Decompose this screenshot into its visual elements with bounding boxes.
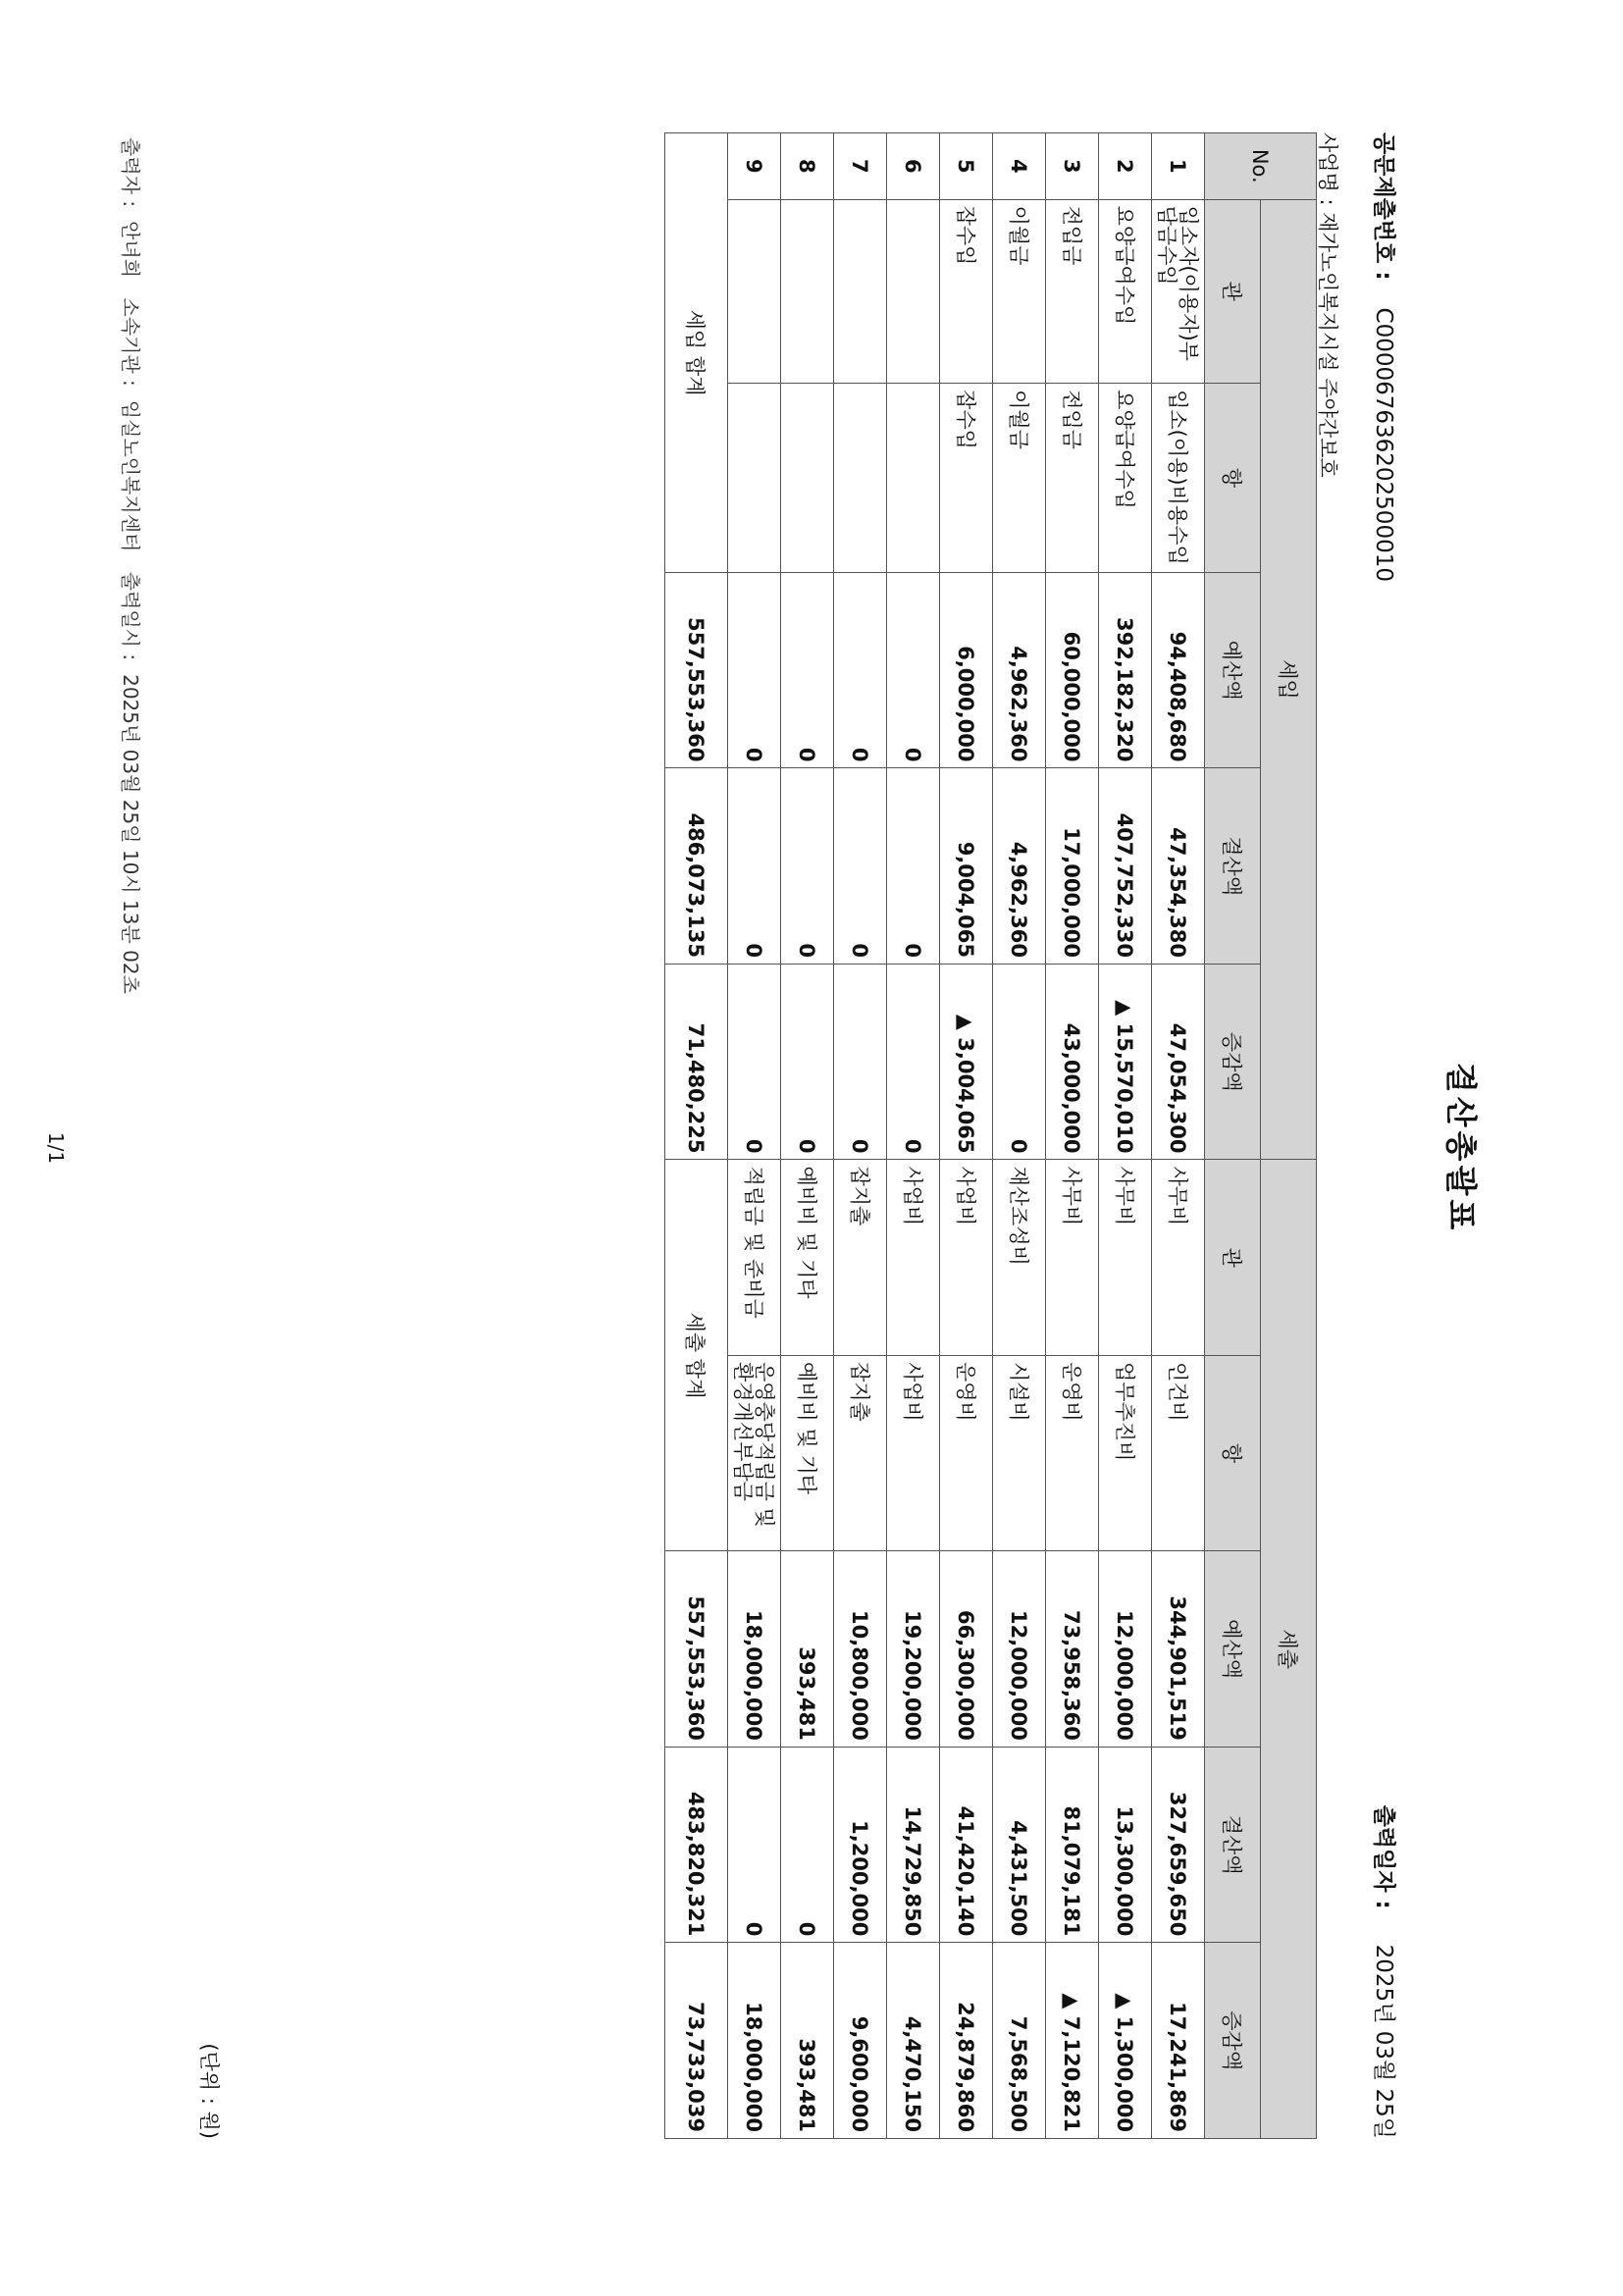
income-budget: 60,000,000 xyxy=(1046,573,1099,768)
expense-hang: 예비비 및 기타 xyxy=(781,1355,834,1550)
expense-hang: 사업비 xyxy=(887,1355,940,1550)
income-budget: 0 xyxy=(834,573,887,768)
table-row xyxy=(1099,133,1152,2139)
expense-gwan: 재산조성비 xyxy=(993,1160,1046,1355)
header-income-budget: 예산액 xyxy=(1205,573,1261,768)
income-budget: 392,182,320 xyxy=(1099,573,1152,768)
row-no: 4 xyxy=(993,133,1046,200)
print-time-label: 출력일시 : xyxy=(119,571,142,661)
row-no: 3 xyxy=(1046,133,1099,200)
output-date-value: 2025년 03월 25일 xyxy=(1371,1944,1396,2139)
doc-number-label: 공문제출번호 : xyxy=(1371,132,1396,281)
expense-gwan: 사무비 xyxy=(1152,1160,1205,1355)
expense-diff: 7,568,500 xyxy=(993,1943,1046,2139)
expense-hang: 운영비 xyxy=(1046,1355,1099,1550)
row-no: 5 xyxy=(940,133,993,200)
income-hang xyxy=(834,384,887,573)
income-diff: 0 xyxy=(834,964,887,1160)
output-date-label: 출력일자 : xyxy=(1371,1804,1396,1909)
page-number: 1/1 xyxy=(44,1131,68,1165)
income-hang xyxy=(887,384,940,573)
document-title: 결산총괄표 xyxy=(1442,1062,1480,1234)
expense-diff: 17,241,869 xyxy=(1152,1943,1205,2139)
expense-gwan: 사업비 xyxy=(887,1160,940,1355)
expense-gwan: 사업비 xyxy=(940,1160,993,1355)
income-diff: 43,000,000 xyxy=(1046,964,1099,1160)
doc-number-value: C000067636202500010 xyxy=(1371,307,1396,582)
printer-name: 안녀희 xyxy=(119,221,142,279)
header-income-hang: 항 xyxy=(1205,384,1261,573)
income-budget: 6,000,000 xyxy=(940,573,993,768)
income-settled: 0 xyxy=(728,768,781,964)
print-time: 2025년 03월 25일 10시 13분 02초 xyxy=(119,674,142,994)
income-gwan: 요양급여수입 xyxy=(1099,199,1152,383)
income-budget: 4,962,360 xyxy=(993,573,1046,768)
expense-hang: 운영충당적립금 및 환경개선부담금 xyxy=(728,1355,781,1550)
expense-diff: ▲ 7,120,821 xyxy=(1046,1943,1099,2139)
header-expense-settled: 결산액 xyxy=(1205,1747,1261,1942)
expense-gwan: 예비비 및 기타 xyxy=(781,1160,834,1355)
header-expense-budget: 예산액 xyxy=(1205,1551,1261,1747)
doc-number xyxy=(1370,132,1402,582)
income-diff: 0 xyxy=(993,964,1046,1160)
income-total-label: 세입 합계 xyxy=(665,133,728,573)
income-diff: 0 xyxy=(728,964,781,1160)
settlement-table xyxy=(664,132,1317,2139)
header-income: 세입 xyxy=(1261,199,1317,1160)
expense-budget: 10,800,000 xyxy=(834,1551,887,1747)
income-budget: 94,408,680 xyxy=(1152,573,1205,768)
income-total-budget: 557,553,360 xyxy=(665,573,728,768)
table-row xyxy=(834,133,887,2139)
totals-row xyxy=(665,133,728,2139)
expense-budget: 12,000,000 xyxy=(1099,1551,1152,1747)
income-budget: 0 xyxy=(728,573,781,768)
income-gwan: 이월금 xyxy=(993,199,1046,383)
income-gwan xyxy=(781,199,834,383)
row-no: 7 xyxy=(834,133,887,200)
expense-budget: 344,901,519 xyxy=(1152,1551,1205,1747)
expense-total-label: 세출 합계 xyxy=(665,1160,728,1551)
income-settled: 47,354,380 xyxy=(1152,768,1205,964)
table-row xyxy=(993,133,1046,2139)
expense-diff: 393,481 xyxy=(781,1943,834,2139)
unit-note: (단위 : 원) xyxy=(197,2043,221,2139)
income-settled: 17,000,000 xyxy=(1046,768,1099,964)
expense-hang: 운영비 xyxy=(940,1355,993,1550)
income-gwan xyxy=(728,199,781,383)
expense-diff: 24,879,860 xyxy=(940,1943,993,2139)
row-no: 2 xyxy=(1099,133,1152,200)
print-footer xyxy=(118,137,146,1008)
income-settled: 0 xyxy=(887,768,940,964)
row-no: 6 xyxy=(887,133,940,200)
table-row xyxy=(887,133,940,2139)
expense-budget: 19,200,000 xyxy=(887,1551,940,1747)
income-settled: 4,962,360 xyxy=(993,768,1046,964)
income-diff: ▲ 15,570,010 xyxy=(1099,964,1152,1160)
expense-settled: 81,079,181 xyxy=(1046,1747,1099,1942)
income-hang xyxy=(728,384,781,573)
expense-settled: 0 xyxy=(781,1747,834,1942)
income-gwan: 잡수입 xyxy=(940,199,993,383)
table-row xyxy=(1152,133,1205,2139)
header-income-diff: 증감액 xyxy=(1205,964,1261,1160)
expense-gwan: 잡지출 xyxy=(834,1160,887,1355)
printer-label: 출력자 : xyxy=(119,137,142,208)
expense-gwan: 사무비 xyxy=(1046,1160,1099,1355)
income-settled: 9,004,065 xyxy=(940,768,993,964)
expense-settled: 13,300,000 xyxy=(1099,1747,1152,1942)
expense-settled: 4,431,500 xyxy=(993,1747,1046,1942)
header-income-settled: 결산액 xyxy=(1205,768,1261,964)
expense-budget: 12,000,000 xyxy=(993,1551,1046,1747)
expense-total-budget: 557,553,360 xyxy=(665,1551,728,1747)
income-diff: ▲ 3,004,065 xyxy=(940,964,993,1160)
expense-diff: 18,000,000 xyxy=(728,1943,781,2139)
expense-diff: ▲ 1,300,000 xyxy=(1099,1943,1152,2139)
income-hang: 전입금 xyxy=(1046,384,1099,573)
expense-gwan: 사무비 xyxy=(1099,1160,1152,1355)
income-hang: 입소(이용)비용수입 xyxy=(1152,384,1205,573)
header-expense: 세출 xyxy=(1261,1160,1317,2139)
expense-hang: 시설비 xyxy=(993,1355,1046,1550)
header-no: No. xyxy=(1205,133,1317,200)
income-budget: 0 xyxy=(887,573,940,768)
agency-label: 소속기관 : xyxy=(119,297,142,387)
expense-total-settled: 483,820,321 xyxy=(665,1747,728,1942)
income-diff: 47,054,300 xyxy=(1152,964,1205,1160)
output-date xyxy=(1370,1805,1402,2139)
table-row xyxy=(940,133,993,2139)
income-total-diff: 71,480,225 xyxy=(665,964,728,1160)
row-no: 9 xyxy=(728,133,781,200)
row-no: 1 xyxy=(1152,133,1205,200)
agency-name: 임실노인복지센터 xyxy=(119,399,142,552)
income-hang xyxy=(781,384,834,573)
expense-budget: 393,481 xyxy=(781,1551,834,1747)
header-expense-diff: 증감액 xyxy=(1205,1943,1261,2139)
income-total-settled: 486,073,135 xyxy=(665,768,728,964)
header-income-gwan: 관 xyxy=(1205,199,1261,383)
income-gwan xyxy=(834,199,887,383)
expense-budget: 18,000,000 xyxy=(728,1551,781,1747)
expense-budget: 73,958,360 xyxy=(1046,1551,1099,1747)
expense-diff: 9,600,000 xyxy=(834,1943,887,2139)
income-gwan: 입소자(이용자)부담금수입 xyxy=(1152,199,1205,383)
header-expense-gwan: 관 xyxy=(1205,1160,1261,1355)
income-hang: 잡수입 xyxy=(940,384,993,573)
expense-diff: 4,470,150 xyxy=(887,1943,940,2139)
income-hang: 이월금 xyxy=(993,384,1046,573)
expense-settled: 1,200,000 xyxy=(834,1747,887,1942)
business-name: 사업명 : 재가노인복지시설 주야간보호 xyxy=(1316,132,1339,478)
expense-budget: 66,300,000 xyxy=(940,1551,993,1747)
expense-settled: 41,420,140 xyxy=(940,1747,993,1942)
income-settled: 407,752,330 xyxy=(1099,768,1152,964)
expense-settled: 0 xyxy=(728,1747,781,1942)
income-diff: 0 xyxy=(887,964,940,1160)
income-budget: 0 xyxy=(781,573,834,768)
table-row xyxy=(728,133,781,2139)
expense-total-diff: 73,733,039 xyxy=(665,1943,728,2139)
expense-hang: 잡지출 xyxy=(834,1355,887,1550)
income-gwan xyxy=(887,199,940,383)
expense-hang: 업무추진비 xyxy=(1099,1355,1152,1550)
row-no: 8 xyxy=(781,133,834,200)
table-row xyxy=(781,133,834,2139)
table-row xyxy=(1046,133,1099,2139)
income-diff: 0 xyxy=(781,964,834,1160)
expense-settled: 327,659,650 xyxy=(1152,1747,1205,1942)
expense-hang: 인건비 xyxy=(1152,1355,1205,1550)
expense-settled: 14,729,850 xyxy=(887,1747,940,1942)
header-expense-hang: 항 xyxy=(1205,1355,1261,1550)
income-settled: 0 xyxy=(834,768,887,964)
income-settled: 0 xyxy=(781,768,834,964)
expense-gwan: 적립금 및 준비금 xyxy=(728,1160,781,1355)
income-gwan: 전입금 xyxy=(1046,199,1099,383)
income-hang: 요양급여수입 xyxy=(1099,384,1152,573)
